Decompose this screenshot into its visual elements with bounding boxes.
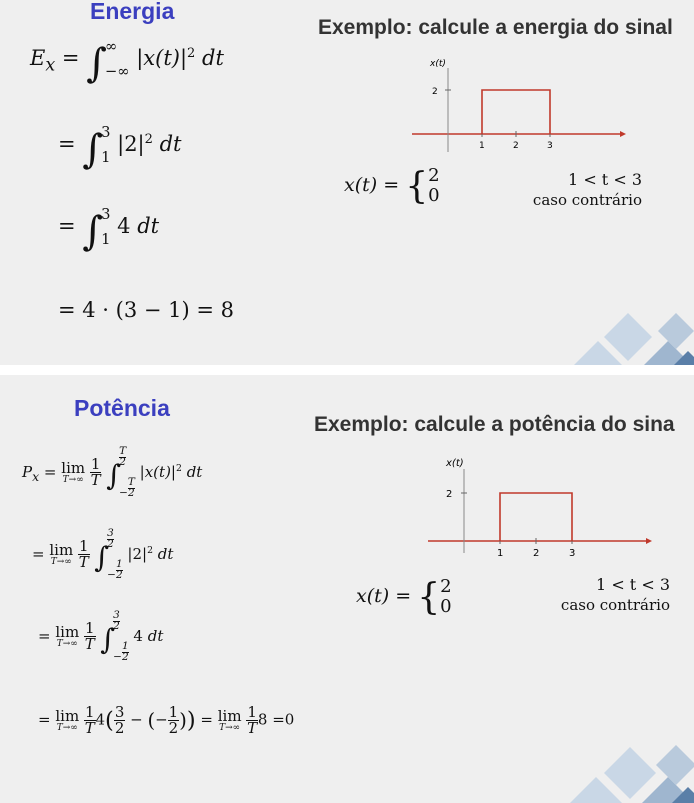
x-axis-arrow	[646, 538, 652, 544]
condition-2: caso contrário	[532, 190, 642, 209]
energy-definition: $E_x$ = ∫ ∞ −∞ $|x(t)|^2$ dt	[30, 38, 224, 87]
signal-graph	[424, 453, 654, 565]
energy-result: = 4 · (3 − 1) = 8	[58, 298, 235, 322]
x-tick-label: 1	[479, 141, 485, 151]
signal-conditions	[533, 170, 642, 210]
signal-pulse	[482, 90, 550, 134]
signal-graph	[408, 52, 628, 156]
corner-decoration	[554, 739, 694, 803]
power-step-2: = lim T→∞ $\frac{1}{T}$ ∫ $\frac{3}{2}$ − $\frac{1}{2}$ $|2|^2$ dt	[32, 527, 174, 581]
condition-1: 1 < t < 3	[596, 575, 670, 594]
x-tick-label: 2	[513, 141, 519, 151]
power-definition: $P_x = \lim$ T→∞ $\frac{1}{T}$ ∫ $\frac{T}{2}$ − $\frac{T}{2}$ $|x(t)|^2$ dt	[22, 445, 203, 499]
power-step-3: = lim T→∞ $\frac{1}{T}$ ∫ $\frac{3}{2}$ − $\frac{1}{2}$ 4 dt	[38, 609, 164, 663]
energy-step-2: = ∫ 3 1 $|2|^2$ dt	[58, 124, 182, 173]
x-axis-arrow	[620, 131, 626, 137]
signal-conditions	[561, 575, 670, 615]
slide-title: Energia	[90, 0, 175, 24]
power-result: = lim T→∞ $\frac{1}{T}$ 4( $\frac{3}{2}$ − (− $\frac{1}{2}$ )) = lim T→∞ $\frac{1}{T}$ 8 =0	[38, 703, 295, 737]
y-axis-label: x(t)	[430, 59, 446, 69]
slide-title: Potência	[74, 395, 170, 421]
energy-step-3: = ∫ 3 1 4 dt	[58, 206, 160, 255]
example-heading: Exemplo: calcule a energia do sinal	[318, 16, 673, 39]
y-tick-label: 2	[446, 489, 453, 500]
y-axis-label: x(t)	[446, 458, 464, 469]
condition-1: 1 < t < 3	[568, 170, 642, 189]
x-tick-label: 3	[569, 548, 576, 559]
slide-power	[0, 375, 694, 803]
y-tick-label: 2	[432, 87, 438, 97]
signal-pulse	[500, 493, 572, 541]
corner-decoration	[554, 307, 694, 365]
signal-definition: x(t) = { 2 0	[344, 164, 440, 207]
x-tick-label: 1	[497, 548, 504, 559]
slide-energy	[0, 0, 694, 365]
condition-2: caso contrário	[560, 595, 670, 614]
x-tick-label: 3	[547, 141, 553, 151]
signal-definition: x(t) = { 2 0	[356, 575, 452, 618]
x-tick-label: 2	[533, 548, 540, 559]
example-heading: Exemplo: calcule a potência do sina	[314, 413, 675, 436]
